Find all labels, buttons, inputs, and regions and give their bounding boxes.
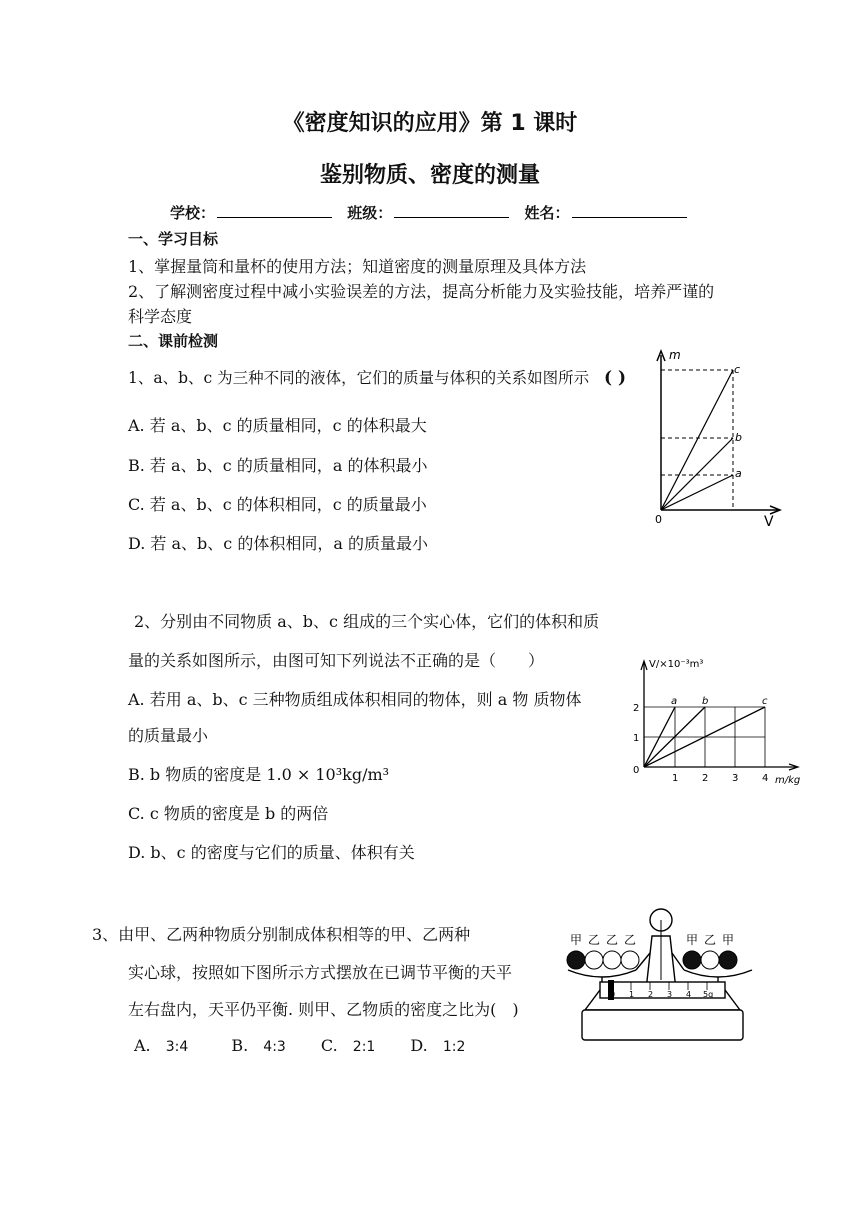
name-field[interactable] [572,203,687,218]
q1-option-c[interactable]: C. 若 a、b、c 的体积相同，c 的质量最小 [128,495,427,514]
label-left-3: 乙 [606,933,619,947]
name-label: 姓名： [524,204,570,222]
label-left-4: 乙 [624,933,637,947]
label-left-1: 甲 [570,933,583,947]
ruler-4: 4 [686,990,692,999]
q3-stem-line3: 左右盘内，天平仍平衡. 则甲、乙物质的密度之比为( ) [128,1000,519,1019]
school-field[interactable] [217,203,332,218]
q3-stem-line2: 实心球，按照如下图所示方式摆放在已调节平衡的天平 [128,963,513,982]
student-info-line [170,202,697,223]
fig2-label-b: b [702,696,709,707]
fig2-xtick-2: 2 [702,773,709,784]
q2-option-c[interactable]: C. c 物质的密度是 b 的两倍 [128,804,329,823]
ruler-3: 3 [667,990,673,999]
fig2-xtick-3: 3 [732,773,739,784]
right-ball-jia-1 [683,951,701,969]
q3-option-c-letter[interactable]: C. [320,1036,338,1055]
fig2-label-a: a [671,696,678,707]
q2-option-b[interactable]: B. b 物质的密度是 1.0 × 10³kg/m³ [128,765,390,784]
section-pre-class-test: 二、课前检测 [128,332,219,350]
q2-volume-mass-graph [625,655,810,785]
ruler-1: 1 [629,990,635,999]
left-ball-yi-3 [621,951,639,969]
q3-options [134,1036,465,1055]
goal-2-line2: 科学态度 [128,307,193,326]
page-subtitle: 鉴别物质、密度的测量 [319,163,540,188]
fig2-ytick-1: 1 [633,733,640,744]
goal-2-line1: 2、了解测密度过程中减小实验误差的方法，提高分析能力及实验技能，培养严谨的 [128,282,715,301]
q2-option-a-line2: 的质量最小 [128,726,209,745]
section-learning-goals: 一、学习目标 [128,230,219,248]
q3-option-c-value: 2:1 [352,1039,376,1055]
left-ball-jia [567,951,585,969]
label-left-2: 乙 [588,933,601,947]
q2-stem-line1: 2、分别由不同物质 a、b、c 组成的三个实心体，它们的体积和质 [134,612,600,631]
q3-option-a-letter[interactable]: A. [134,1036,151,1055]
q3-option-b-letter[interactable]: B. [231,1036,249,1055]
q1-option-b[interactable]: B. 若 a、b、c 的质量相同，a 的体积最小 [128,456,428,475]
q3-option-d-value: 1:2 [442,1039,466,1055]
label-right-1: 甲 [686,933,699,947]
fig2-origin: 0 [633,765,640,776]
fig2-label-c: c [762,696,768,707]
q2-option-a-line1[interactable]: A. 若用 a、b、c 三种物质组成体积相同的物体，则 a 物 质物体 [128,690,582,709]
left-ball-yi-2 [603,951,621,969]
school-label: 学校： [170,204,216,222]
q1-answer-bracket: ( ) [604,368,627,388]
q1-option-a[interactable]: A. 若 a、b、c 的质量相同，c 的体积最大 [128,416,427,435]
fig2-ytick-2: 2 [633,703,640,714]
fig2-xtick-4: 4 [762,773,769,784]
label-right-2: 乙 [704,933,717,947]
fig1-label-b: b [735,431,742,444]
fig1-origin: 0 [655,513,662,526]
ruler-0: 0 [610,990,616,999]
fig1-label-c: c [734,363,741,376]
fig1-x-label: V [764,514,774,530]
page-title: 《密度知识的应用》第 1 课时 [282,111,578,136]
q2-stem-line2: 量的关系如图所示，由图可知下列说法不正确的是（ ） [128,651,545,670]
q3-option-d-letter[interactable]: D. [410,1036,428,1055]
fig2-x-label: m/kg [775,775,801,785]
fig2-y-label: V/×10⁻³m³ [649,659,704,670]
right-ball-jia-2 [719,951,737,969]
q3-balance-illustration [560,898,760,1046]
ruler-5g: 5g [703,990,714,999]
fig1-label-a: a [735,467,742,480]
left-ball-yi-1 [585,951,603,969]
q1-stem: 1、a、b、c 为三种不同的液体，它们的质量与体积的关系如图所示 [128,369,590,387]
fig2-xtick-1: 1 [672,773,679,784]
class-label: 班级： [347,204,393,222]
q1-option-d[interactable]: D. 若 a、b、c 的体积相同，a 的质量最小 [128,534,428,553]
q1-mass-volume-graph [640,345,790,530]
q2-option-d[interactable]: D. b、c 的密度与它们的质量、体积有关 [128,843,415,862]
q3-option-b-value: 4:3 [263,1039,286,1055]
fig1-y-label: m [669,348,681,362]
q3-option-a-value: 3:4 [165,1039,189,1055]
label-right-3: 甲 [722,933,735,947]
class-field[interactable] [394,203,509,218]
ruler-2: 2 [648,990,654,999]
goal-1: 1、掌握量筒和量杯的使用方法；知道密度的测量原理及具体方法 [128,257,587,276]
right-ball-yi [701,951,719,969]
q3-stem-line1: 3、由甲、乙两种物质分别制成体积相等的甲、乙两种 [92,925,471,944]
